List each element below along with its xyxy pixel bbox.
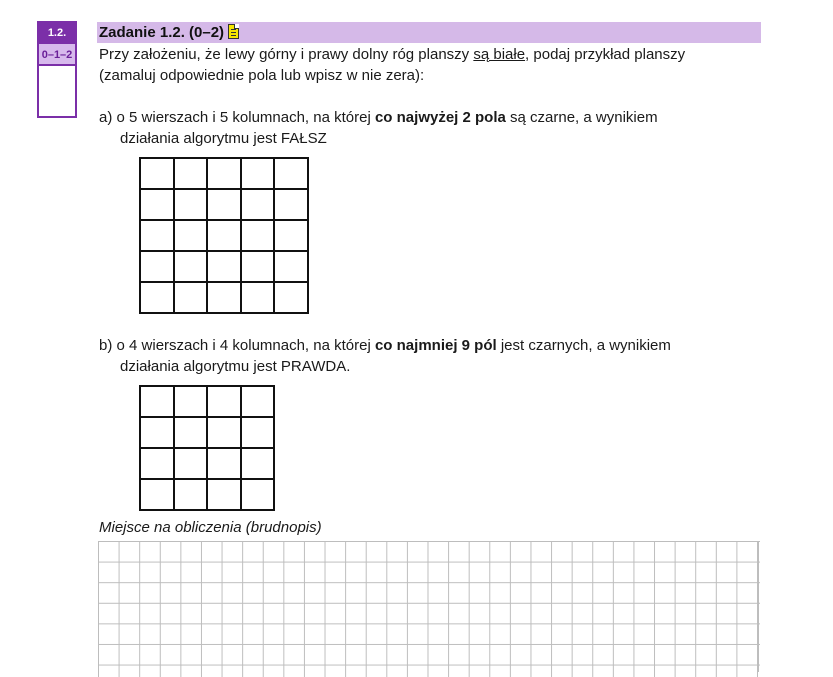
part-b-bold: co najmniej 9 pól	[374, 337, 497, 354]
part-a-line-2: działania algorytmu jest FAŁSZ	[120, 130, 327, 147]
task-header	[97, 22, 761, 43]
board-cell[interactable]	[140, 479, 174, 510]
board-cell[interactable]	[274, 158, 308, 189]
part-b-text	[99, 335, 779, 377]
board-cell[interactable]	[207, 479, 241, 510]
board-cell[interactable]	[140, 220, 174, 251]
intro-line-2: (zamaluj odpowiednie pola lub wpisz w nie zera):	[99, 67, 425, 84]
part-a-line-1	[99, 107, 779, 128]
part-a-bold: co najwyżej 2 pola	[374, 109, 506, 126]
board-cell[interactable]	[140, 251, 174, 282]
board-cell[interactable]	[241, 282, 275, 313]
board-cell[interactable]	[140, 158, 174, 189]
board-cell[interactable]	[174, 282, 208, 313]
board-cell[interactable]	[274, 220, 308, 251]
board-cell[interactable]	[274, 189, 308, 220]
board-cell[interactable]	[241, 448, 275, 479]
score-box	[37, 21, 77, 118]
board-cell[interactable]	[174, 479, 208, 510]
board-cell[interactable]	[241, 479, 275, 510]
board-cell[interactable]	[241, 417, 275, 448]
part-a-text-pre: a) o 5 wierszach i 5 kolumnach, na której	[99, 109, 375, 126]
part-a-text	[99, 107, 779, 149]
intro-text-post: , podaj przykład planszy	[525, 46, 686, 63]
board-cell[interactable]	[174, 417, 208, 448]
intro-underlined-text: są białe	[473, 46, 526, 63]
board-cell[interactable]	[241, 158, 275, 189]
board-cell[interactable]	[274, 282, 308, 313]
board-cell[interactable]	[140, 448, 174, 479]
board-cell[interactable]	[174, 220, 208, 251]
board-cell[interactable]	[207, 220, 241, 251]
task-title: Zadanie 1.2. (0–2)	[99, 24, 225, 41]
board-cell[interactable]	[207, 386, 241, 417]
board-cell[interactable]	[207, 158, 241, 189]
board-cell[interactable]	[174, 448, 208, 479]
note-icon	[228, 24, 239, 39]
board-cell[interactable]	[207, 448, 241, 479]
part-b-line-2: działania algorytmu jest PRAWDA.	[120, 358, 351, 375]
intro-line-1	[99, 44, 779, 65]
draft-grid[interactable]	[98, 541, 760, 677]
board-5x5[interactable]	[139, 157, 309, 314]
board-cell[interactable]	[140, 282, 174, 313]
part-b-line-1	[99, 335, 779, 356]
points-scale: 0–1–2	[39, 44, 75, 66]
board-cell[interactable]	[241, 386, 275, 417]
board-cell[interactable]	[174, 189, 208, 220]
board-cell[interactable]	[140, 189, 174, 220]
board-4x4[interactable]	[139, 385, 275, 511]
draft-label: Miejsce na obliczenia (brudnopis)	[99, 519, 322, 536]
board-cell[interactable]	[241, 220, 275, 251]
board-cell[interactable]	[274, 251, 308, 282]
task-number-badge: 1.2.	[39, 23, 75, 44]
task-intro	[99, 44, 779, 86]
board-cell[interactable]	[140, 417, 174, 448]
board-cell[interactable]	[174, 251, 208, 282]
board-cell[interactable]	[207, 251, 241, 282]
intro-text: Przy założeniu, że lewy górny i prawy dolny róg planszy	[99, 46, 474, 63]
board-cell[interactable]	[241, 189, 275, 220]
board-cell[interactable]	[207, 189, 241, 220]
task-title-wrap	[99, 22, 239, 43]
part-a-text-post: są czarne, a wynikiem	[505, 109, 658, 126]
draft-grid-right-edge	[758, 541, 759, 672]
board-cell[interactable]	[174, 158, 208, 189]
board-cell[interactable]	[174, 386, 208, 417]
board-cell[interactable]	[241, 251, 275, 282]
part-b-text-post: jest czarnych, a wynikiem	[496, 337, 671, 354]
board-cell[interactable]	[207, 417, 241, 448]
board-cell[interactable]	[140, 386, 174, 417]
board-cell[interactable]	[207, 282, 241, 313]
part-b-text-pre: b) o 4 wierszach i 4 kolumnach, na której	[99, 337, 375, 354]
